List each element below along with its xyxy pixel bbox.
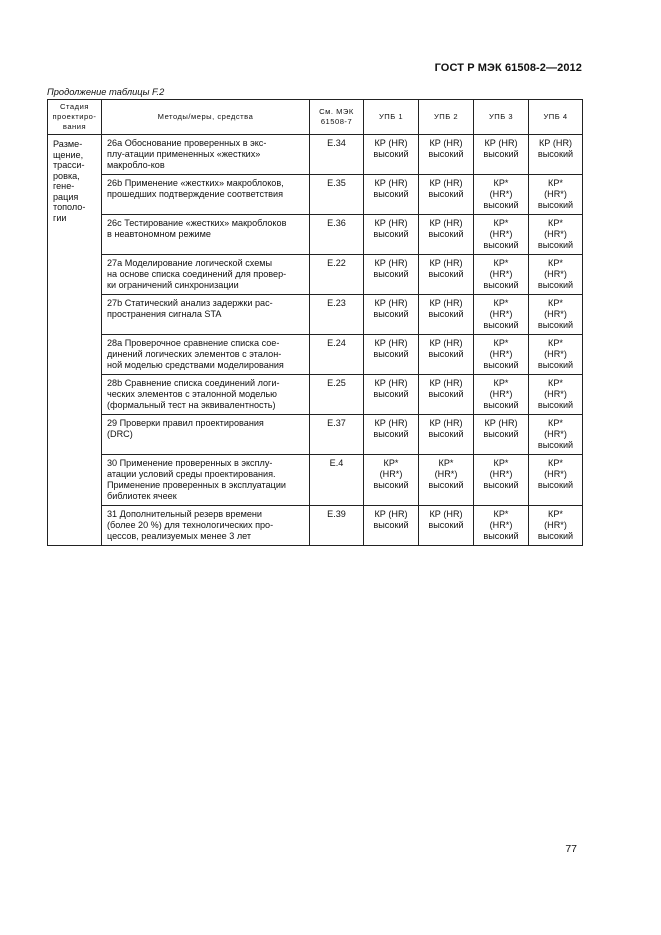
sil4-cell: КР* (HR*) высокий [529, 506, 583, 546]
header-sil1: УПБ 1 [364, 100, 419, 135]
sil4-cell: КР* (HR*) высокий [529, 375, 583, 415]
sil2-cell: КР (HR) высокий [419, 175, 474, 215]
method-cell: 31 Дополнительный резерв времени (более 20 %) для технологических про- цессов, реализуемых менее 3 лет [102, 506, 310, 546]
sil3-cell: КР* (HR*) высокий [474, 335, 529, 375]
sil2-cell: КР (HR) высокий [419, 215, 474, 255]
sil2-cell: КР (HR) высокий [419, 135, 474, 175]
sil4-cell: КР* (HR*) высокий [529, 295, 583, 335]
sil2-cell: КР (HR) высокий [419, 295, 474, 335]
sil3-cell: КР* (HR*) высокий [474, 175, 529, 215]
sil4-cell: КР* (HR*) высокий [529, 175, 583, 215]
reference-cell: E.22 [310, 255, 364, 295]
method-cell: 26b Применение «жестких» макроблоков, прошедших подтверждение соответствия [102, 175, 310, 215]
sil4-cell: КР (HR) высокий [529, 135, 583, 175]
sil2-cell: КР (HR) высокий [419, 506, 474, 546]
header-ref: См. МЭК 61508-7 [310, 100, 364, 135]
sil1-cell: КР (HR) высокий [364, 175, 419, 215]
sil4-cell: КР* (HR*) высокий [529, 455, 583, 506]
reference-cell: E.34 [310, 135, 364, 175]
reference-cell: E.39 [310, 506, 364, 546]
method-cell: 30 Применение проверенных в эксплу- атации условий среды проектирования. Применение проверенных в эксплуатации библиотек ячеек [102, 455, 310, 506]
sil2-cell: КР (HR) высокий [419, 375, 474, 415]
reference-cell: E.35 [310, 175, 364, 215]
sil3-cell: КР* (HR*) высокий [474, 455, 529, 506]
method-cell: 27b Статический анализ задержки рас- пространения сигнала STA [102, 295, 310, 335]
sil1-cell: КР (HR) высокий [364, 215, 419, 255]
sil3-cell: КР (HR) высокий [474, 415, 529, 455]
table-row [48, 375, 583, 415]
method-cell: 26c Тестирование «жестких» макроблоков в неавтономном режиме [102, 215, 310, 255]
method-cell: 28a Проверочное сравнение списка сое- динений логических элементов с эталон- ной моделью средствами моделирования [102, 335, 310, 375]
method-cell: 26a Обоснование проверенных в экс- плу-атации примененных «жестких» макробло-ков [102, 135, 310, 175]
table-row [48, 215, 583, 255]
sil3-cell: КР* (HR*) высокий [474, 255, 529, 295]
sil3-cell: КР* (HR*) высокий [474, 215, 529, 255]
reference-cell: E.25 [310, 375, 364, 415]
sil1-cell: КР (HR) высокий [364, 135, 419, 175]
table-row [48, 455, 583, 506]
sil1-cell: КР (HR) высокий [364, 255, 419, 295]
sil3-cell: КР* (HR*) высокий [474, 295, 529, 335]
sil3-cell: КР* (HR*) высокий [474, 506, 529, 546]
sil2-cell: КР* (HR*) высокий [419, 455, 474, 506]
header-methods: Методы/меры, средства [102, 100, 310, 135]
sil1-cell: КР (HR) высокий [364, 375, 419, 415]
reference-cell: E.24 [310, 335, 364, 375]
document-code-header: ГОСТ Р МЭК 61508-2—2012 [434, 62, 582, 74]
sil2-cell: КР (HR) высокий [419, 335, 474, 375]
method-cell: 29 Проверки правил проектирования (DRC) [102, 415, 310, 455]
sil1-cell: КР (HR) высокий [364, 335, 419, 375]
sil3-cell: КР (HR) высокий [474, 135, 529, 175]
table-row [48, 175, 583, 215]
table-row [48, 506, 583, 546]
sil2-cell: КР (HR) высокий [419, 415, 474, 455]
table-row [48, 335, 583, 375]
sil1-cell: КР (HR) высокий [364, 415, 419, 455]
sil4-cell: КР* (HR*) высокий [529, 215, 583, 255]
sil3-cell: КР* (HR*) высокий [474, 375, 529, 415]
table-row [48, 295, 583, 335]
table-row [48, 135, 583, 175]
header-sil4: УПБ 4 [529, 100, 583, 135]
sil4-cell: КР* (HR*) высокий [529, 335, 583, 375]
table-row [48, 415, 583, 455]
page-number: 77 [565, 843, 577, 855]
requirements-table [47, 99, 583, 546]
reference-cell: E.23 [310, 295, 364, 335]
method-cell: 27a Моделирование логической схемы на основе списка соединений для провер- ки ограничений синхронизации [102, 255, 310, 295]
header-stage: Стадия проектиро- вания [48, 100, 102, 135]
reference-cell: E.4 [310, 455, 364, 506]
table-header-row [48, 100, 583, 135]
table-caption: Продолжение таблицы F.2 [47, 87, 165, 97]
method-cell: 28b Сравнение списка соединений логи- ческих элементов с эталонной моделью (формальный тест на эквивалентность) [102, 375, 310, 415]
sil4-cell: КР* (HR*) высокий [529, 415, 583, 455]
reference-cell: E.36 [310, 215, 364, 255]
sil1-cell: КР (HR) высокий [364, 295, 419, 335]
stage-cell: Разме- щение, трасси- ровка, гене- рация тополо- гии [48, 135, 102, 546]
sil2-cell: КР (HR) высокий [419, 255, 474, 295]
reference-cell: E.37 [310, 415, 364, 455]
sil4-cell: КР* (HR*) высокий [529, 255, 583, 295]
table-row [48, 255, 583, 295]
sil1-cell: КР* (HR*) высокий [364, 455, 419, 506]
header-sil3: УПБ 3 [474, 100, 529, 135]
header-sil2: УПБ 2 [419, 100, 474, 135]
sil1-cell: КР (HR) высокий [364, 506, 419, 546]
